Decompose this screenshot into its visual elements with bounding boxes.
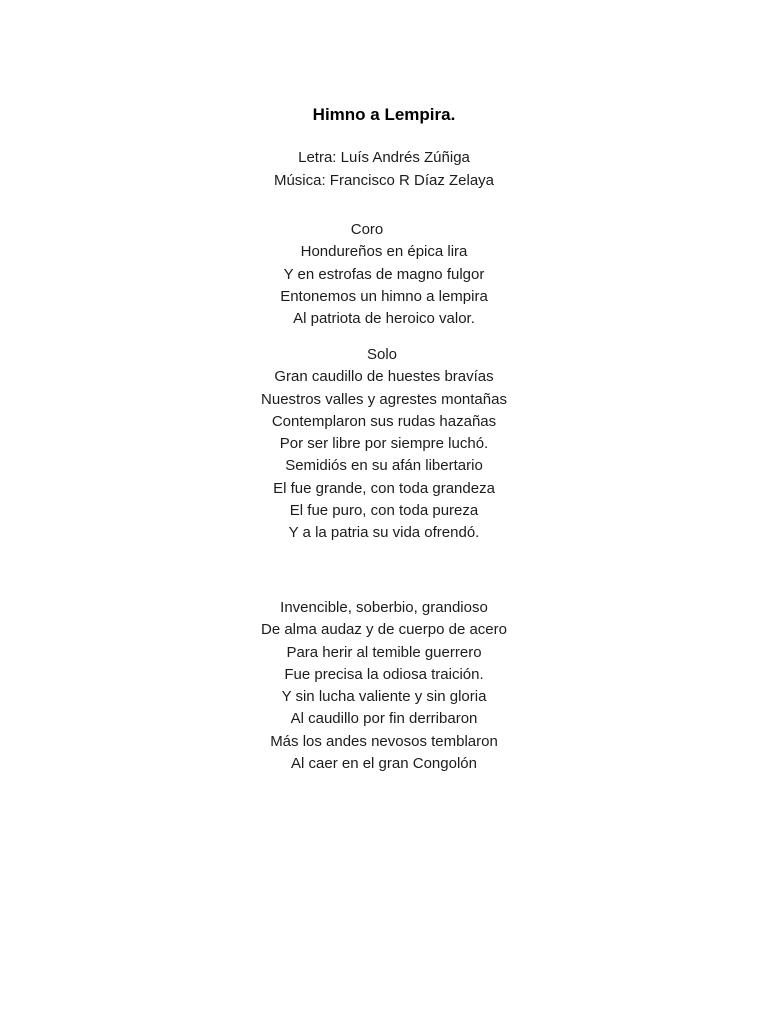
coro-line: Hondureños en épica lira: [300, 243, 468, 261]
solo-line: Gran caudillo de huestes bravías: [274, 368, 494, 386]
solo-heading: Solo: [366, 346, 398, 363]
solo-line: El fue puro, con toda pureza: [289, 502, 479, 520]
stanza-line: Al caudillo por fin derribaron: [290, 710, 478, 728]
solo-line: El fue grande, con toda grandeza: [273, 479, 495, 497]
stanza-line: De alma audaz y de cuerpo de acero: [261, 621, 507, 639]
music-credit: Música: Francisco R Díaz Zelaya: [273, 172, 495, 189]
stanza-line: Invencible, soberbio, grandioso: [280, 599, 488, 616]
stanza-line: Y sin lucha valiente y sin gloria: [281, 688, 487, 706]
stanza-line: Al caer en el gran Congolón: [291, 755, 477, 773]
solo-line: Y a la patria su vida ofrendó.: [288, 524, 480, 542]
coro-line: Y en estrofas de magno fulgor: [283, 265, 485, 283]
third-stanza: [0, 597, 768, 775]
stanza-line: Más los andes nevosos temblaron: [270, 732, 498, 750]
credits: [0, 146, 768, 192]
page-title: Himno a Lempira.: [312, 105, 456, 124]
coro-section: [0, 219, 768, 330]
solo-section: [0, 344, 768, 545]
solo-line: Semidiós en su afán libertario: [285, 457, 483, 475]
coro-line: Al patriota de heroico valor.: [293, 310, 475, 328]
stanza-line: Para herir al temible guerrero: [286, 643, 482, 661]
solo-line: Nuestros valles y agrestes montañas: [261, 390, 507, 408]
coro-line: Entonemos un himno a lempira: [280, 287, 488, 305]
stanza-line: Fue precisa la odiosa traición.: [284, 665, 484, 683]
lyrics-credit: Letra: Luís Andrés Zúñiga: [298, 149, 470, 166]
coro-heading: Coro: [350, 221, 384, 238]
solo-line: Por ser libre por siempre luchó.: [279, 435, 489, 453]
solo-line: Contemplaron sus rudas hazañas: [271, 412, 497, 430]
